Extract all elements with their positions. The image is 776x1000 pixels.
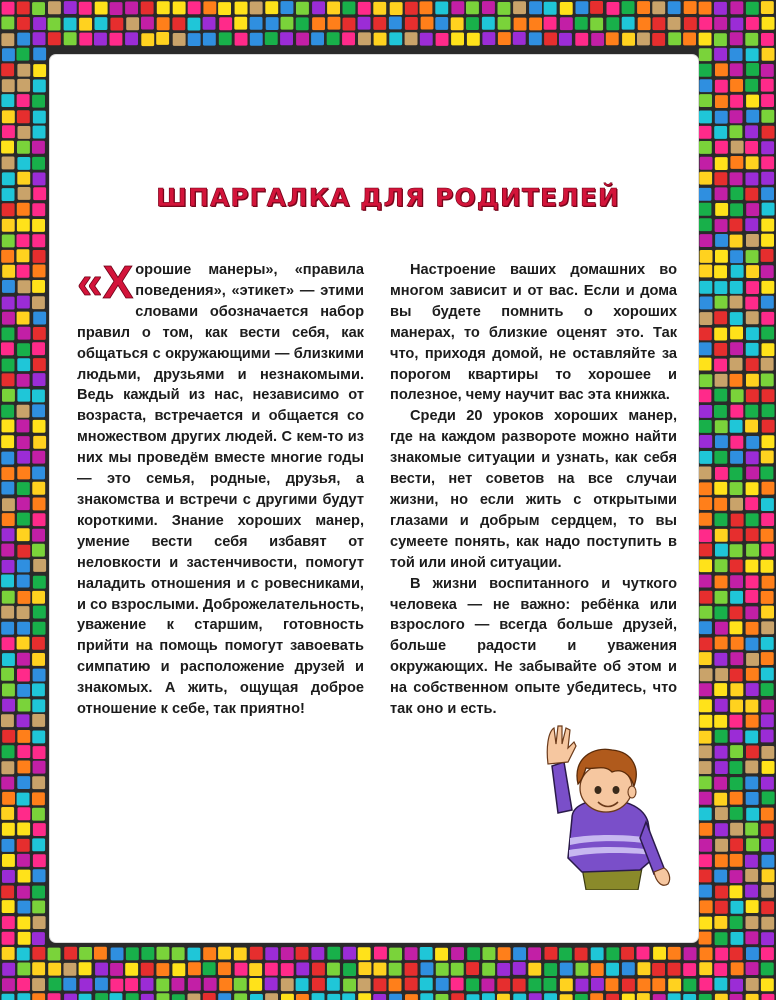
- lower-hand: [654, 868, 670, 885]
- right-eye: [613, 786, 620, 794]
- boy-waving-illustration: [542, 718, 672, 890]
- drop-cap-letter: «Х: [77, 256, 134, 308]
- raised-arm: [552, 762, 572, 813]
- right-text-column: [390, 260, 677, 720]
- intro-paragraph: [77, 256, 364, 720]
- raised-hand: [547, 726, 576, 764]
- paragraph-lessons: Среди 20 уроков хороших манер, где на каждом развороте можно найти знакомые ситуации и узнать, как себя вести, нет советов на все случаи жизни, но если жить с открытыми глазами и добрым сердцем, то вы сумеете понять, как надо поступить в той или иной ситуации.: [390, 408, 677, 571]
- ear: [628, 786, 636, 798]
- page-title: ШПАРГАЛКА ДЛЯ РОДИТЕЛЕЙ: [156, 183, 620, 212]
- intro-paragraph-text: орошие манеры», «правила поведения», «этикет» — этими словами обозначается набор правил о том, как вести себя, как общаться с окружающими — близкими людьми, друзьями и незнакомыми. Ведь каждый из нас, независимо от возраста, встречается и общается со множеством других людей. С кем-то из них мы проведём вместе многие годы — это семья, родные, друзья, а знакомства и встречи с другими будут короткими. Знание хороших манер, умение вести себя избавят от неловкости и застенчивости, помогут наладить отношения и с ровесниками, и со взрослыми. Доброжелательность, уважение к старшим, готовность прийти на помощь помогут завоевать симпатию и расположение друзей и знакомых. А жить, ощущая доброе отношение к себе, так приятно!: [77, 262, 364, 718]
- left-eye: [595, 786, 602, 794]
- paragraph-friends: В жизни воспитанного и чуткого человека — не важно: ребёнка или взрослого — всегда больше друзей, больше радости и уважения окружающих. Не забывайте об этом и на собственном опыте убедитесь, что так оно и есть.: [390, 575, 677, 718]
- left-text-column: [77, 256, 364, 720]
- paragraph-mood: Настроение ваших домашних во многом зависит и от вас. Если и дома вы будете помнить о хороших манерах, то близкие оценят это. Так что, приходя домой, не оставляйте за порогом квартиры то хорошее и полезное, чему научит вас эта книжка.: [390, 262, 677, 404]
